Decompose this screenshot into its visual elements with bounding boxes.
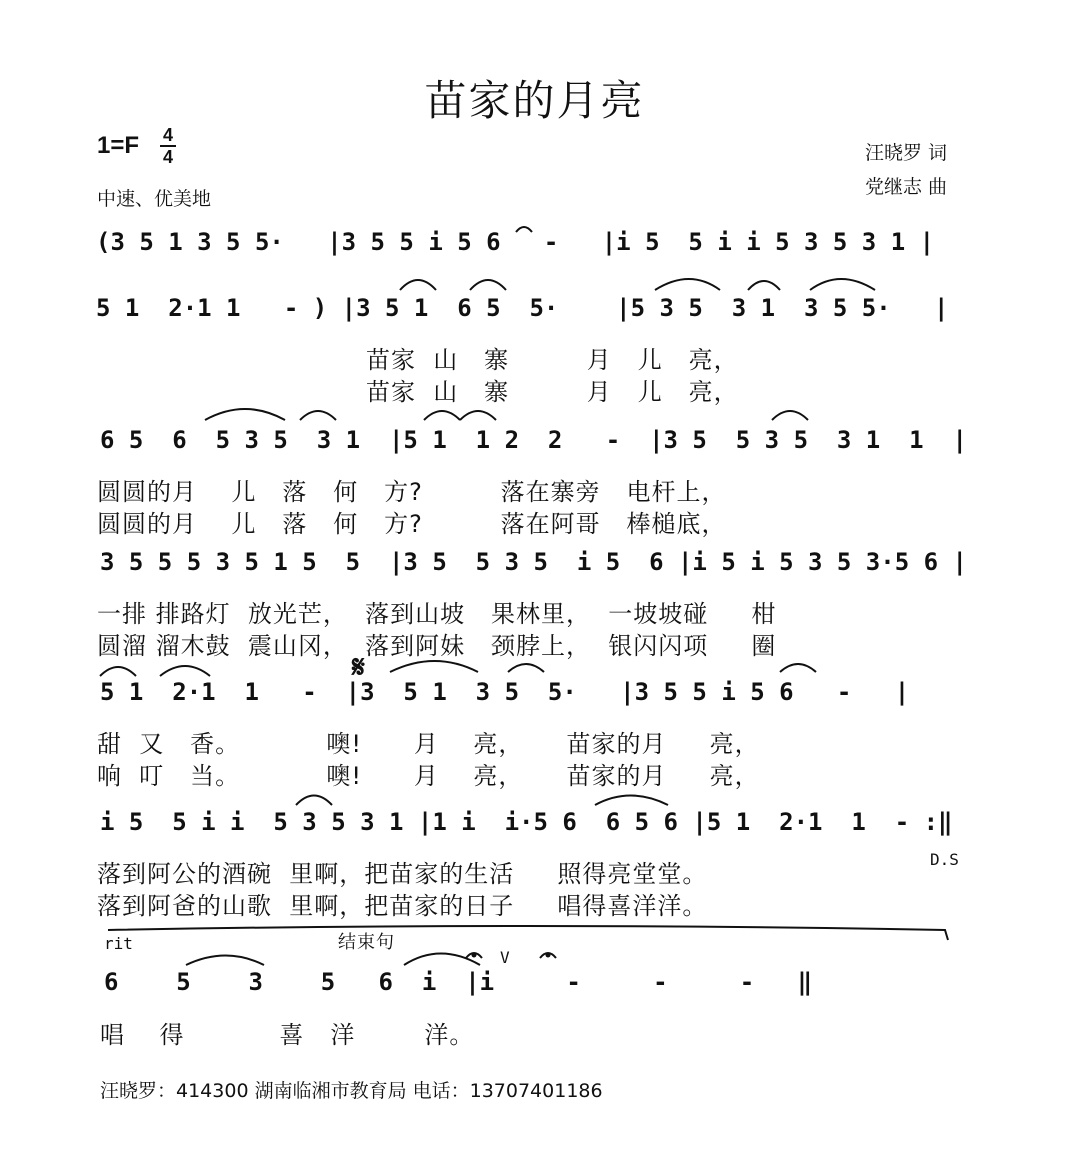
- rit-marking: rit: [104, 934, 133, 953]
- score-row-2: 5 1 2·1 1 - ) |3 5 1 6 5 5· |5 3 5 3 1 3 5 5· |: [96, 294, 949, 322]
- song-title: 苗家的月亮: [424, 76, 645, 125]
- lyricist-credit: 汪晓罗 词: [865, 142, 948, 164]
- tempo-marking: 中速、优美地: [97, 188, 212, 210]
- ds-marking: D.S: [930, 850, 959, 869]
- lyric-row-5a: 甜 又 香。 噢! 月 亮， 苗家的月 亮，: [97, 730, 760, 758]
- score-row-1: (3 5 1 3 5 5· |3 5 5 i 5 6 - |i 5 5 i i 5 3 5 3 1 |: [96, 228, 935, 256]
- lyric-row-4a: 一排 排路灯 放光芒， 落到山坡 果林里， 一坡坡碰 柑: [97, 600, 777, 628]
- lyric-row-4b: 圆溜 溜木鼓 震山冈， 落到阿妹 颈脖上， 银闪闪项 圈: [97, 632, 777, 660]
- ending-label: 结束句: [338, 932, 395, 953]
- meter-bottom: 4: [162, 147, 173, 167]
- lyric-row-3a: 圆圆的月 儿 落 何 方? 落在寨旁 电杆上，: [97, 478, 727, 506]
- segno-sign: 𝄋: [352, 650, 365, 685]
- score-row-7: 6 5 3 5 6 i |i - - - ‖: [104, 968, 813, 996]
- composer-credit: 党继志 曲: [865, 176, 948, 198]
- meter-top: 4: [162, 125, 173, 145]
- lyric-row-2a: 苗家 山 寨 月 儿 亮，: [366, 346, 739, 374]
- lyric-row-5b: 响 叮 当。 噢! 月 亮， 苗家的月 亮，: [97, 762, 760, 790]
- key-signature: 1=F: [97, 132, 140, 159]
- lyric-row-6b: 落到阿爸的山歌 里啊，把苗家的日子 唱得喜洋洋。: [97, 892, 708, 920]
- breath-mark: V: [500, 948, 510, 967]
- score-row-6: i 5 5 i i 5 3 5 3 1 |1 i i·5 6 6 5 6 |5 1 2·1 1 - :‖: [100, 808, 953, 836]
- lyric-row-3b: 圆圆的月 儿 落 何 方? 落在阿哥 棒槌底，: [97, 510, 727, 538]
- score-row-3: 6 5 6 5 3 5 3 1 |5 1 1 2 2 - |3 5 5 3 5 3 1 1 |: [100, 426, 967, 454]
- lyric-row-2b: 苗家 山 寨 月 儿 亮，: [366, 378, 739, 406]
- lyric-row-7: 唱 得 喜 洋 洋。: [100, 1021, 475, 1049]
- footer-contact-1: 汪晓罗：414300 湖南临湘市教育局 电话：13707401186: [100, 1080, 603, 1102]
- lyric-row-6a: 落到阿公的酒碗 里啊，把苗家的生活 照得亮堂堂。: [97, 860, 708, 888]
- score-row-4: 3 5 5 5 3 5 1 5 5 |3 5 5 3 5 i 5 6 |i 5 i 5 3 5 3·5 6 |: [100, 548, 967, 576]
- score-row-5: 5 1 2·1 1 - |3 5 1 3 5 5· |3 5 5 i 5 6 - |: [100, 678, 910, 706]
